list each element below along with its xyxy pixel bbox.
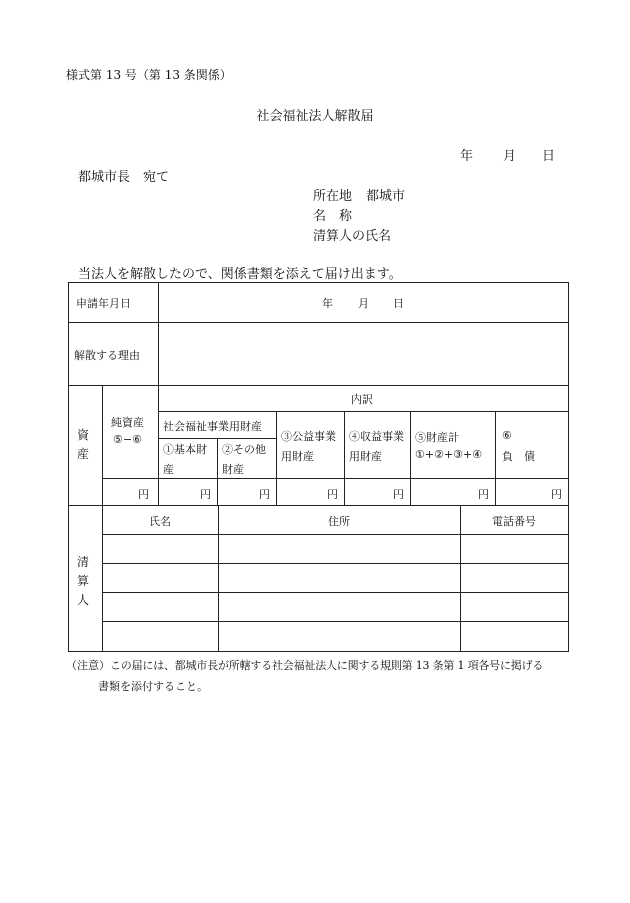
application-date-label: 申請年月日 [76, 297, 131, 310]
yen-unit: 円 [138, 488, 149, 501]
public-interest-property-label: ③公益事業用財産 [281, 430, 336, 463]
basic-property-amount-field[interactable] [159, 479, 216, 504]
yen-unit: 円 [551, 488, 562, 501]
other-property-label: ②その他財産 [222, 443, 266, 476]
liquidator-section-label: 清算人 [76, 555, 89, 607]
liabilities-label: 負 債 [502, 450, 535, 463]
liabilities-amount-field[interactable] [496, 479, 568, 504]
dissolution-reason-field[interactable] [159, 323, 568, 384]
profit-amount-field[interactable] [345, 479, 409, 504]
breakdown-label: 内訳 [351, 393, 373, 406]
liquidator-name-field[interactable] [103, 564, 217, 591]
social-welfare-property-label: 社会福祉事業用財産 [163, 420, 262, 433]
table-divider [68, 505, 569, 506]
column-phone: 電話番号 [492, 515, 536, 528]
liquidator-phone-field[interactable] [461, 564, 568, 591]
basic-property-label: ①基本財産 [163, 443, 207, 476]
table-divider [68, 385, 569, 386]
application-date-year: 年 [322, 297, 333, 310]
net-assets-formula: ⑤−⑥ [113, 433, 142, 446]
liquidator-name-label: 清算人の氏名 [313, 229, 392, 244]
liquidator-address-field[interactable] [219, 535, 459, 562]
note-line-1: この届には、都城市長が所轄する社会福祉法人に関する規則第 13 条第 1 項各号に掲げる [110, 659, 544, 672]
assets-label: 資産 [76, 428, 89, 461]
net-assets-label: 純資産 [111, 416, 144, 429]
profit-property-label: ④収益事業用財産 [349, 430, 404, 463]
application-date-month: 月 [358, 297, 369, 310]
yen-unit: 円 [327, 488, 338, 501]
statement: 当法人を解散したので、関係書類を添えて届け出ます。 [78, 267, 402, 282]
public-interest-amount-field[interactable] [277, 479, 343, 504]
liquidator-name-field[interactable] [103, 593, 217, 620]
total-property-formula: ①+②+③+④ [415, 448, 483, 461]
note-line-2: 書類を添付すること。 [98, 680, 208, 693]
address-value: 都城市 [366, 189, 406, 204]
total-property-label: ⑤財産計 [415, 431, 459, 444]
name-label: 名 称 [313, 209, 353, 224]
date-year: 年 [460, 149, 474, 164]
dissolution-reason-label: 解散する理由 [74, 349, 140, 362]
table-divider [158, 411, 569, 412]
yen-unit: 円 [393, 488, 404, 501]
column-address: 住所 [328, 515, 350, 528]
date-day: 日 [542, 149, 556, 164]
other-property-amount-field[interactable] [218, 479, 275, 504]
form-number: 様式第 13 号（第 13 条関係） [66, 68, 232, 82]
application-date-day: 日 [393, 297, 404, 310]
yen-unit: 円 [259, 488, 270, 501]
liquidator-address-field[interactable] [219, 593, 459, 620]
yen-unit: 円 [478, 488, 489, 501]
application-date-field[interactable] [159, 283, 568, 321]
addressee: 都城市長 宛て [78, 170, 170, 185]
liquidator-phone-field[interactable] [461, 593, 568, 620]
liabilities-number: ⑥ [502, 429, 512, 442]
liquidator-address-field[interactable] [219, 564, 459, 591]
yen-unit: 円 [200, 488, 211, 501]
total-property-amount-field[interactable] [411, 479, 494, 504]
address-label: 所在地 [313, 189, 353, 204]
liquidator-name-field[interactable] [103, 535, 217, 562]
note-prefix: （注意） [66, 659, 110, 672]
liquidator-name-field[interactable] [103, 622, 217, 651]
column-name: 氏名 [149, 515, 171, 528]
page-title: 社会福祉法人解散届 [256, 109, 374, 124]
liquidator-phone-field[interactable] [461, 622, 568, 651]
date-month: 月 [503, 149, 517, 164]
liquidator-address-field[interactable] [219, 622, 459, 651]
net-assets-amount-field[interactable] [103, 479, 157, 504]
liquidator-phone-field[interactable] [461, 535, 568, 562]
